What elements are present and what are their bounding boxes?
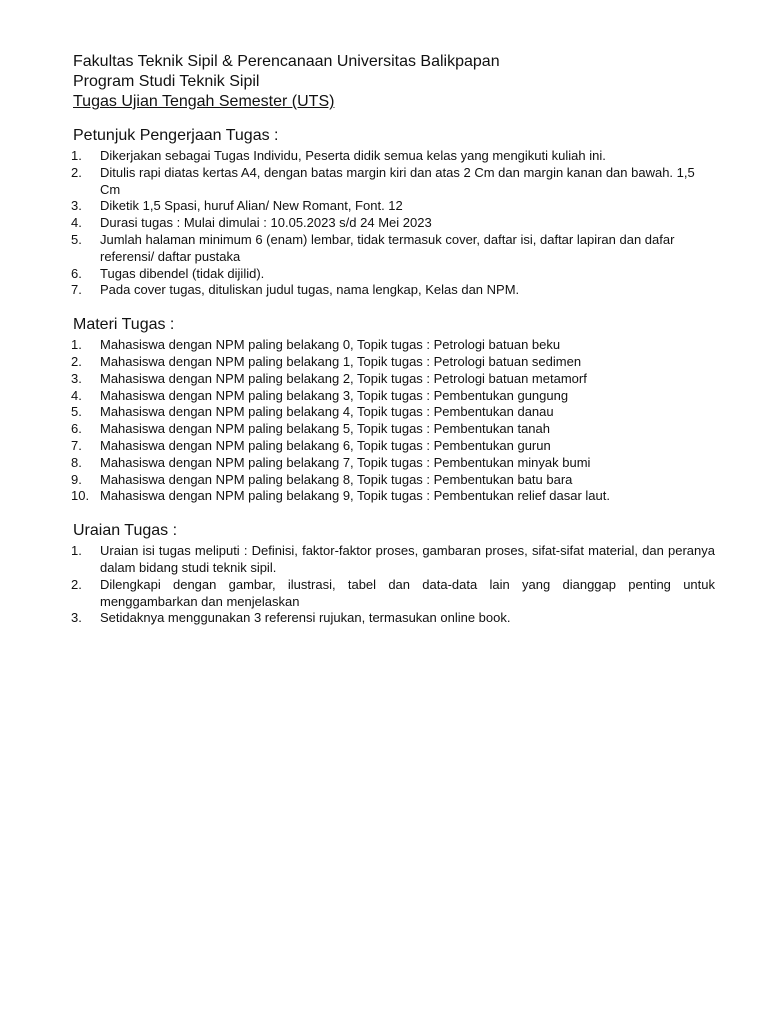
list-item-text: Pada cover tugas, dituliskan judul tugas, nama lengkap, Kelas dan NPM. bbox=[100, 282, 520, 298]
list-item bbox=[73, 282, 715, 299]
list-item-number: 4. bbox=[71, 215, 82, 231]
list-item-number: 1. bbox=[71, 148, 82, 163]
list-item bbox=[73, 232, 715, 266]
list-item-text: Mahasiswa dengan NPM paling belakang 4, Topik tugas : Pembentukan danau bbox=[100, 404, 554, 420]
list-item bbox=[73, 266, 715, 283]
list-item-number: 2. bbox=[71, 353, 82, 369]
list-item-number: 5. bbox=[71, 404, 82, 420]
materi-heading: Materi Tugas : bbox=[73, 316, 175, 334]
program-title: Program Studi Teknik Sipil bbox=[73, 73, 260, 90]
list-item-number: 2. bbox=[71, 576, 82, 592]
list-item bbox=[73, 488, 715, 505]
list-item-text: Mahasiswa dengan NPM paling belakang 7, Topik tugas : Pembentukan minyak bumi bbox=[100, 454, 591, 470]
list-item-number: 2. bbox=[71, 164, 82, 180]
materi-list bbox=[73, 337, 715, 505]
list-item-text: Dilengkapi dengan gambar, ilustrasi, tabel dan data-data lain yang dianggap penting untuk menggambarkan dan menjelaskan bbox=[100, 576, 715, 609]
uraian-list bbox=[73, 543, 715, 627]
list-item-number: 3. bbox=[71, 198, 82, 214]
list-item-text: Mahasiswa dengan NPM paling belakang 8, Topik tugas : Pembentukan batu bara bbox=[100, 471, 573, 487]
list-item-text: Setidaknya menggunakan 3 referensi rujukan, termasukan online book. bbox=[100, 610, 511, 626]
list-item-number: 6. bbox=[71, 421, 82, 437]
list-item-text: Mahasiswa dengan NPM paling belakang 1, Topik tugas : Petrologi batuan sedimen bbox=[100, 353, 582, 369]
list-item-text: Uraian isi tugas meliputi : Definisi, faktor-faktor proses, gambaran proses, sifat-sifat material, dan peranya dalam bidang studi teknik sipil. bbox=[100, 543, 715, 575]
list-item bbox=[73, 215, 715, 232]
list-item-text: Durasi tugas : Mulai dimulai : 10.05.2023 s/d 24 Mei 2023 bbox=[100, 215, 432, 231]
list-item-number: 1. bbox=[71, 337, 82, 353]
list-item bbox=[73, 165, 715, 199]
document-page bbox=[73, 52, 715, 627]
list-item-text: Mahasiswa dengan NPM paling belakang 0, Topik tugas : Petrologi batuan beku bbox=[100, 337, 561, 353]
list-item-number: 4. bbox=[71, 387, 82, 403]
list-item-number: 3. bbox=[71, 610, 82, 626]
list-item-text: Mahasiswa dengan NPM paling belakang 5, Topik tugas : Pembentukan tanah bbox=[100, 421, 550, 437]
list-item-text: Mahasiswa dengan NPM paling belakang 2, Topik tugas : Petrologi batuan metamorf bbox=[100, 370, 587, 386]
list-item bbox=[73, 371, 715, 388]
list-item-number: 8. bbox=[71, 454, 82, 470]
list-item bbox=[73, 337, 715, 354]
list-item-number: 9. bbox=[71, 471, 82, 487]
assignment-title: Tugas Ujian Tengah Semester (UTS) bbox=[73, 93, 335, 110]
list-item bbox=[73, 148, 715, 165]
list-item-text: Tugas dibendel (tidak dijilid). bbox=[100, 265, 265, 281]
list-item-text: Mahasiswa dengan NPM paling belakang 3, Topik tugas : Pembentukan gungung bbox=[100, 387, 569, 403]
list-item-text: Ditulis rapi diatas kertas A4, dengan batas margin kiri dan atas 2 Cm dan margin kanan dan bawah. 1,5 Cm bbox=[100, 164, 695, 197]
list-item bbox=[73, 610, 715, 627]
list-item-number: 7. bbox=[71, 437, 82, 453]
list-item bbox=[73, 438, 715, 455]
list-item-number: 10. bbox=[71, 488, 90, 504]
list-item-text: Diketik 1,5 Spasi, huruf Alian/ New Romant, Font. 12 bbox=[100, 198, 403, 214]
list-item bbox=[73, 404, 715, 421]
list-item bbox=[73, 198, 715, 215]
list-item-number: 5. bbox=[71, 231, 82, 247]
petunjuk-list bbox=[73, 148, 715, 299]
list-item bbox=[73, 455, 715, 472]
list-item-number: 6. bbox=[71, 265, 82, 281]
list-item bbox=[73, 577, 715, 611]
list-item-number: 3. bbox=[71, 370, 82, 386]
petunjuk-heading: Petunjuk Pengerjaan Tugas : bbox=[73, 127, 279, 144]
list-item-text: Dikerjakan sebagai Tugas Individu, Peserta didik semua kelas yang mengikuti kuliah ini. bbox=[100, 148, 606, 163]
list-item bbox=[73, 388, 715, 405]
list-item-text: Mahasiswa dengan NPM paling belakang 6, Topik tugas : Pembentukan gurun bbox=[100, 437, 551, 453]
list-item-number: 7. bbox=[71, 282, 82, 298]
uraian-heading: Uraian Tugas : bbox=[73, 522, 178, 540]
list-item-number: 1. bbox=[71, 543, 82, 559]
list-item-text: Jumlah halaman minimum 6 (enam) lembar, tidak termasuk cover, daftar isi, daftar lapiran dan dafar referensi/ daftar pustaka bbox=[100, 231, 675, 264]
list-item bbox=[73, 543, 715, 577]
list-item bbox=[73, 354, 715, 371]
list-item-text: Mahasiswa dengan NPM paling belakang 9, Topik tugas : Pembentukan relief dasar laut. bbox=[100, 488, 610, 504]
list-item bbox=[73, 472, 715, 489]
faculty-title: Fakultas Teknik Sipil & Perencanaan Universitas Balikpapan bbox=[73, 53, 500, 70]
list-item bbox=[73, 421, 715, 438]
